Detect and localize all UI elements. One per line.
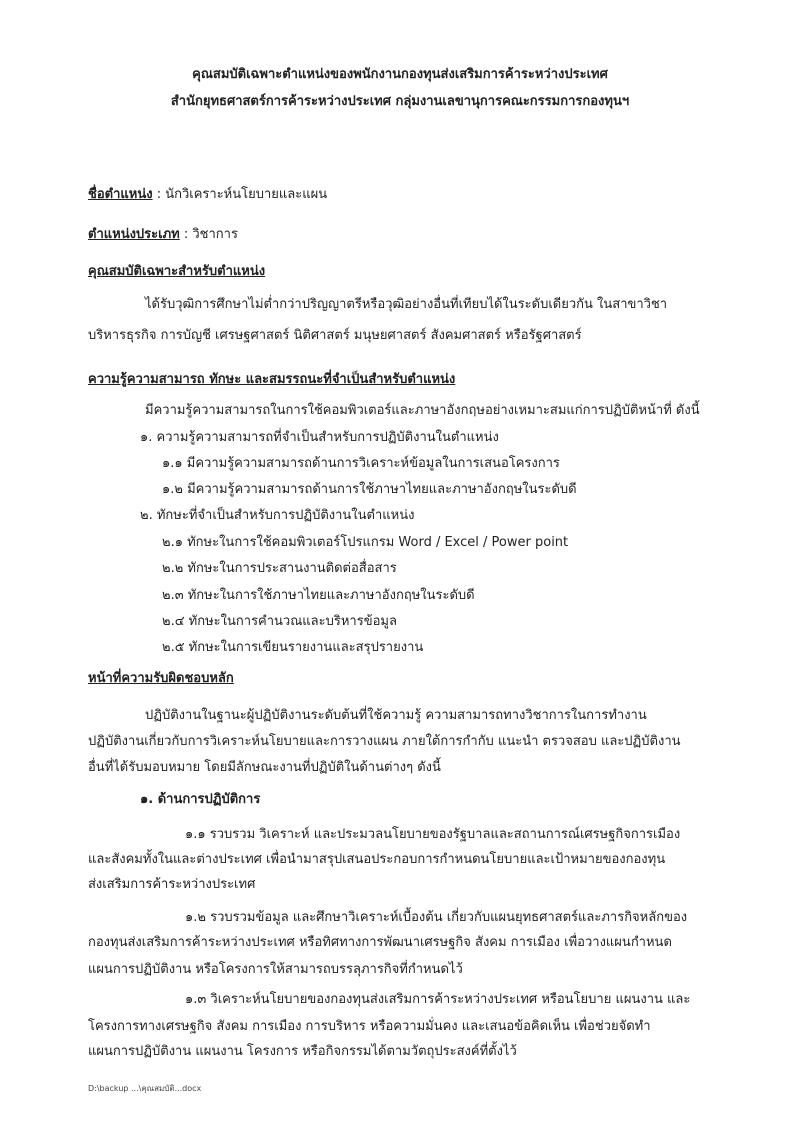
- skill-item: ๒.๒ ทักษะในการประสานงานติดต่อสื่อสาร: [162, 561, 397, 576]
- footer-file-path: D:\backup ...\คุณสมบัติ...docx: [88, 1084, 202, 1093]
- position-type-value: : วิชาการ: [183, 227, 238, 242]
- position-type-label: ตำแหน่งประเภท: [88, 227, 180, 242]
- skill-item: ๒.๔ ทักษะในการคำนวณและบริหารข้อมูล: [162, 614, 397, 629]
- skill-item: ๒. ทักษะที่จำเป็นสำหรับการปฏิบัติงานในตำแหน่ง: [140, 508, 415, 523]
- position-name-value: : นักวิเคราะห์นโยบายและแผน: [156, 187, 328, 202]
- qualification-line: บริหารธุรกิจ การบัญชี เศรษฐศาสตร์ นิติศาสตร์ มนุษยศาสตร์ สังคมศาสตร์ หรือรัฐศาสตร์: [88, 328, 582, 343]
- qualification-line: ได้รับวุฒิการศึกษาไม่ต่ำกว่าปริญญาตรีหรือวุฒิอย่างอื่นที่เทียบได้ในระดับเดียวกัน ในสาขาวิชา: [145, 297, 668, 312]
- position-type: [88, 226, 238, 244]
- position-name-label: ชื่อตำแหน่ง: [88, 187, 153, 202]
- duty-line: และสังคมทั้งในและต่างประเทศ เพื่อนำมาสรุปเสนอประกอบการกำหนดนโยบายและเป้าหมายของกองทุน: [88, 852, 666, 867]
- duty-line: ๑.๑ รวบรวม วิเคราะห์ และประมวลนโยบายของรัฐบาลและสถานการณ์เศรษฐกิจการเมือง: [185, 827, 681, 842]
- duty-line: ๑.๒ รวบรวมข้อมูล และศึกษาวิเคราะห์เบื้องต้น เกี่ยวกับแผนยุทธศาสตร์และภารกิจหลักของ: [185, 910, 688, 925]
- skill-item: ๑.๑ มีความรู้ความสามารถด้านการวิเคราะห์ข้อมูลในการเสนอโครงการ: [162, 456, 560, 471]
- duties-intro-line: ปฏิบัติงานเกี่ยวกับการวิเคราะห์นโยบายและการวางแผน ภายใต้การกำกับ แนะนำ ตรวจสอบ และปฏิบัติงาน: [88, 734, 681, 749]
- duty-line: ส่งเสริมการค้าระหว่างประเทศ: [88, 877, 256, 892]
- skill-item: ๒.๓ ทักษะในการใช้ภาษาไทยและภาษาอังกฤษในระดับดี: [162, 588, 475, 603]
- qualification-heading: คุณสมบัติเฉพาะสำหรับตำแหน่ง: [88, 264, 266, 279]
- duties-intro-line: อื่นที่ได้รับมอบหมาย โดยมีลักษณะงานที่ปฏิบัติในด้านต่างๆ ดังนี้: [88, 760, 441, 775]
- duty-line: โครงการทางเศรษฐกิจ สังคม การเมือง การบริหาร หรือความมั่นคง และเสนอข้อคิดเห็น เพื่อช่วยจัดทำ: [88, 1019, 651, 1034]
- skills-intro: มีความรู้ความสามารถในการใช้คอมพิวเตอร์และภาษาอังกฤษอย่างเหมาะสมแก่การปฏิบัติหน้าที่ ดังนี้: [145, 403, 700, 418]
- duty-line: แผนการปฏิบัติงาน แผนงาน โครงการ หรือกิจกรรมได้ตามวัตถุประสงค์ที่ตั้งไว้: [88, 1044, 517, 1059]
- skill-item: ๒.๑ ทักษะในการใช้คอมพิวเตอร์โปรแกรม Word / Excel / Power point: [162, 535, 569, 550]
- duty-line: กองทุนส่งเสริมการค้าระหว่างประเทศ หรือทิศทางการพัฒนาเศรษฐกิจ สังคม การเมือง เพื่อวางแผนกำหนด: [88, 935, 672, 950]
- skill-item: ๑.๒ มีความรู้ความสามารถด้านการใช้ภาษาไทยและภาษาอังกฤษในระดับดี: [162, 482, 577, 497]
- duties-subheading: ๑. ด้านการปฏิบัติการ: [140, 792, 261, 807]
- duty-line: แผนการปฏิบัติงาน หรือโครงการให้สามารถบรรลุภารกิจที่กำหนดไว้: [88, 962, 463, 977]
- document-subtitle: สำนักยุทธศาสตร์การค้าระหว่างประเทศ กลุ่มงานเลขานุการคณะกรรมการกองทุนฯ: [170, 94, 630, 109]
- document-title: คุณสมบัติเฉพาะตำแหน่งของพนักงานกองทุนส่งเสริมการค้าระหว่างประเทศ: [192, 67, 608, 82]
- skill-item: ๑. ความรู้ความสามารถที่จำเป็นสำหรับการปฏิบัติงานในตำแหน่ง: [140, 430, 499, 445]
- duties-heading: หน้าที่ความรับผิดชอบหลัก: [88, 671, 234, 686]
- skills-heading: ความรู้ความสามารถ ทักษะ และสมรรถนะที่จำเป็นสำหรับตำแหน่ง: [88, 372, 456, 387]
- skill-item: ๒.๕ ทักษะในการเขียนรายงานและสรุปรายงาน: [162, 640, 424, 655]
- duty-line: ๑.๓ วิเคราะห์นโยบายของกองทุนส่งเสริมการค้าระหว่างประเทศ หรือนโยบาย แผนงาน และ: [185, 992, 691, 1007]
- duties-intro-line: ปฏิบัติงานในฐานะผู้ปฏิบัติงานระดับต้นที่ใช้ความรู้ ความสามารถทางวิชาการในการทำงาน: [145, 708, 647, 723]
- position-name: [88, 186, 327, 204]
